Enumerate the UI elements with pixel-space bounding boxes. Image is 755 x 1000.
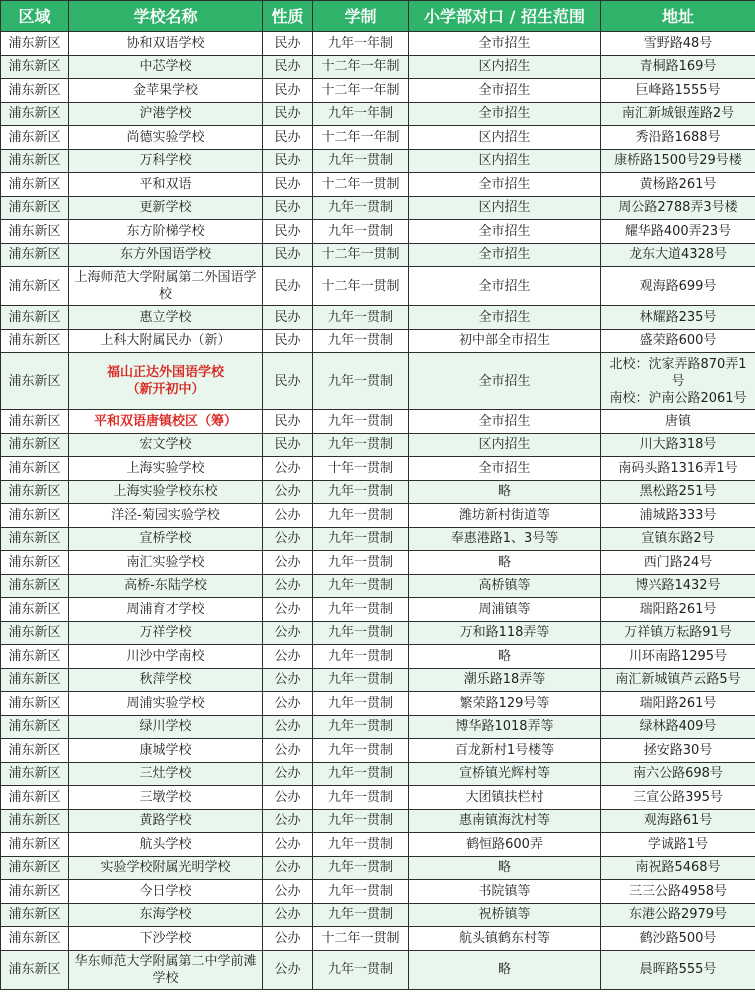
cell-region: 浦东新区 xyxy=(1,457,69,481)
cell-scope: 祝桥镇等 xyxy=(409,903,601,927)
cell-type: 公办 xyxy=(263,762,313,786)
cell-scope: 潍坊新村街道等 xyxy=(409,504,601,528)
cell-address: 南六公路698号 xyxy=(601,762,755,786)
cell-scope: 全市招生 xyxy=(409,243,601,267)
cell-address: 秀沿路1688号 xyxy=(601,126,755,150)
cell-scope: 航头镇鹤东村等 xyxy=(409,927,601,951)
table-row xyxy=(1,809,755,833)
cell-region: 浦东新区 xyxy=(1,126,69,150)
table-row xyxy=(1,598,755,622)
cell-address: 观海路61号 xyxy=(601,809,755,833)
table-row xyxy=(1,126,755,150)
cell-address: 南祝路5468号 xyxy=(601,856,755,880)
cell-region: 浦东新区 xyxy=(1,220,69,244)
cell-scope: 万和路118弄等 xyxy=(409,621,601,645)
cell-region: 浦东新区 xyxy=(1,715,69,739)
cell-school: 沪港学校 xyxy=(69,102,263,126)
table-row xyxy=(1,410,755,434)
table-row xyxy=(1,856,755,880)
header-type: 性质 xyxy=(263,1,313,32)
cell-system: 九年一贯制 xyxy=(313,410,409,434)
cell-type: 民办 xyxy=(263,329,313,353)
cell-type: 公办 xyxy=(263,833,313,857)
cell-type: 公办 xyxy=(263,809,313,833)
cell-address: 三三公路4958号 xyxy=(601,880,755,904)
cell-school: 东方外国语学校 xyxy=(69,243,263,267)
table-row xyxy=(1,329,755,353)
cell-type: 民办 xyxy=(263,149,313,173)
cell-school: 今日学校 xyxy=(69,880,263,904)
table-row xyxy=(1,903,755,927)
table-row xyxy=(1,762,755,786)
cell-region: 浦东新区 xyxy=(1,786,69,810)
cell-school: 惠立学校 xyxy=(69,306,263,330)
cell-scope: 略 xyxy=(409,950,601,989)
cell-system: 九年一贯制 xyxy=(313,433,409,457)
cell-address: 学诚路1号 xyxy=(601,833,755,857)
cell-scope: 高桥镇等 xyxy=(409,574,601,598)
table-row xyxy=(1,527,755,551)
cell-system: 九年一贯制 xyxy=(313,715,409,739)
table-row xyxy=(1,880,755,904)
cell-type: 民办 xyxy=(263,32,313,56)
cell-type: 公办 xyxy=(263,574,313,598)
cell-region: 浦东新区 xyxy=(1,410,69,434)
cell-scope: 区内招生 xyxy=(409,196,601,220)
cell-region: 浦东新区 xyxy=(1,762,69,786)
cell-school: 康城学校 xyxy=(69,739,263,763)
cell-system: 九年一贯制 xyxy=(313,880,409,904)
cell-scope: 略 xyxy=(409,551,601,575)
cell-system: 九年一年制 xyxy=(313,32,409,56)
header-school: 学校名称 xyxy=(69,1,263,32)
cell-region: 浦东新区 xyxy=(1,32,69,56)
cell-type: 公办 xyxy=(263,880,313,904)
cell-address: 浦城路333号 xyxy=(601,504,755,528)
cell-scope: 全市招生 xyxy=(409,220,601,244)
cell-scope: 全市招生 xyxy=(409,102,601,126)
cell-type: 公办 xyxy=(263,457,313,481)
cell-school: 东方阶梯学校 xyxy=(69,220,263,244)
cell-address: 宣镇东路2号 xyxy=(601,527,755,551)
cell-address: 南汇新城镇芦云路5号 xyxy=(601,668,755,692)
table-row xyxy=(1,927,755,951)
cell-type: 民办 xyxy=(263,196,313,220)
cell-region: 浦东新区 xyxy=(1,551,69,575)
cell-system: 九年一贯制 xyxy=(313,809,409,833)
cell-address: 绿林路409号 xyxy=(601,715,755,739)
cell-region: 浦东新区 xyxy=(1,927,69,951)
header-scope: 小学部对口 / 招生范围 xyxy=(409,1,601,32)
cell-system: 九年一贯制 xyxy=(313,762,409,786)
cell-region: 浦东新区 xyxy=(1,243,69,267)
table-row xyxy=(1,220,755,244)
cell-address: 瑞阳路261号 xyxy=(601,692,755,716)
cell-address: 南码头路1316弄1号 xyxy=(601,457,755,481)
cell-address: 雪野路48号 xyxy=(601,32,755,56)
cell-region: 浦东新区 xyxy=(1,480,69,504)
cell-type: 公办 xyxy=(263,621,313,645)
cell-type: 民办 xyxy=(263,102,313,126)
cell-system: 十二年一贯制 xyxy=(313,243,409,267)
cell-system: 十二年一贯制 xyxy=(313,267,409,306)
cell-school: 宏文学校 xyxy=(69,433,263,457)
cell-scope: 略 xyxy=(409,645,601,669)
cell-system: 九年一贯制 xyxy=(313,196,409,220)
cell-school: 实验学校附属光明学校 xyxy=(69,856,263,880)
cell-region: 浦东新区 xyxy=(1,527,69,551)
cell-school: 福山正达外国语学校 （新开初中） xyxy=(69,353,263,410)
cell-address: 青桐路169号 xyxy=(601,55,755,79)
cell-scope: 全市招生 xyxy=(409,457,601,481)
cell-system: 九年一贯制 xyxy=(313,220,409,244)
cell-system: 九年一贯制 xyxy=(313,903,409,927)
cell-school: 周浦实验学校 xyxy=(69,692,263,716)
cell-scope: 略 xyxy=(409,856,601,880)
cell-scope: 周浦镇等 xyxy=(409,598,601,622)
cell-school: 协和双语学校 xyxy=(69,32,263,56)
cell-school: 更新学校 xyxy=(69,196,263,220)
table-row xyxy=(1,55,755,79)
cell-region: 浦东新区 xyxy=(1,739,69,763)
table-row xyxy=(1,574,755,598)
cell-region: 浦东新区 xyxy=(1,149,69,173)
cell-type: 民办 xyxy=(263,126,313,150)
cell-school: 万祥学校 xyxy=(69,621,263,645)
cell-system: 九年一贯制 xyxy=(313,527,409,551)
cell-region: 浦东新区 xyxy=(1,809,69,833)
cell-type: 公办 xyxy=(263,903,313,927)
table-row xyxy=(1,267,755,306)
cell-system: 九年一贯制 xyxy=(313,329,409,353)
cell-school: 高桥-东陆学校 xyxy=(69,574,263,598)
cell-region: 浦东新区 xyxy=(1,173,69,197)
header-region: 区域 xyxy=(1,1,69,32)
cell-system: 十二年一年制 xyxy=(313,126,409,150)
cell-region: 浦东新区 xyxy=(1,329,69,353)
table-row xyxy=(1,786,755,810)
table-row xyxy=(1,457,755,481)
cell-school: 秋萍学校 xyxy=(69,668,263,692)
table-row xyxy=(1,32,755,56)
cell-scope: 全市招生 xyxy=(409,267,601,306)
cell-region: 浦东新区 xyxy=(1,306,69,330)
cell-system: 九年一贯制 xyxy=(313,833,409,857)
cell-system: 十二年一年制 xyxy=(313,55,409,79)
cell-address: 川大路318号 xyxy=(601,433,755,457)
cell-type: 公办 xyxy=(263,668,313,692)
cell-address: 东港公路2979号 xyxy=(601,903,755,927)
cell-school: 下沙学校 xyxy=(69,927,263,951)
table-row xyxy=(1,551,755,575)
cell-address: 南汇新城银莲路2号 xyxy=(601,102,755,126)
cell-address: 盛荣路600号 xyxy=(601,329,755,353)
cell-region: 浦东新区 xyxy=(1,267,69,306)
cell-system: 九年一贯制 xyxy=(313,504,409,528)
cell-type: 公办 xyxy=(263,645,313,669)
cell-system: 十年一贯制 xyxy=(313,457,409,481)
table-row xyxy=(1,715,755,739)
cell-school: 东海学校 xyxy=(69,903,263,927)
cell-scope: 初中部全市招生 xyxy=(409,329,601,353)
cell-system: 十二年一贯制 xyxy=(313,173,409,197)
table-row xyxy=(1,79,755,103)
cell-system: 九年一贯制 xyxy=(313,786,409,810)
table-row xyxy=(1,950,755,989)
cell-system: 九年一贯制 xyxy=(313,353,409,410)
cell-scope: 大团镇扶栏村 xyxy=(409,786,601,810)
cell-type: 民办 xyxy=(263,79,313,103)
cell-school: 华东师范大学附属第二中学前滩学校 xyxy=(69,950,263,989)
table-row xyxy=(1,504,755,528)
cell-type: 民办 xyxy=(263,353,313,410)
cell-system: 九年一贯制 xyxy=(313,574,409,598)
cell-address: 拯安路30号 xyxy=(601,739,755,763)
cell-school: 平和双语唐镇校区（筹） xyxy=(69,410,263,434)
cell-system: 九年一贯制 xyxy=(313,621,409,645)
table-row xyxy=(1,645,755,669)
cell-scope: 奉惠港路1、3号等 xyxy=(409,527,601,551)
cell-scope: 宣桥镇光辉村等 xyxy=(409,762,601,786)
table-row xyxy=(1,306,755,330)
cell-region: 浦东新区 xyxy=(1,880,69,904)
cell-address: 川环南路1295号 xyxy=(601,645,755,669)
cell-scope: 惠南镇海沈村等 xyxy=(409,809,601,833)
table-row xyxy=(1,173,755,197)
cell-type: 民办 xyxy=(263,267,313,306)
cell-system: 九年一贯制 xyxy=(313,856,409,880)
cell-region: 浦东新区 xyxy=(1,504,69,528)
cell-region: 浦东新区 xyxy=(1,950,69,989)
cell-system: 十二年一贯制 xyxy=(313,927,409,951)
table-row xyxy=(1,353,755,410)
cell-system: 九年一贯制 xyxy=(313,306,409,330)
cell-type: 公办 xyxy=(263,739,313,763)
table-row xyxy=(1,196,755,220)
cell-school: 周浦育才学校 xyxy=(69,598,263,622)
cell-scope: 全市招生 xyxy=(409,306,601,330)
cell-address: 三宣公路395号 xyxy=(601,786,755,810)
cell-scope: 博华路1018弄等 xyxy=(409,715,601,739)
cell-scope: 全市招生 xyxy=(409,173,601,197)
cell-scope: 区内招生 xyxy=(409,433,601,457)
cell-school: 南汇实验学校 xyxy=(69,551,263,575)
table-row xyxy=(1,621,755,645)
table-row xyxy=(1,243,755,267)
cell-region: 浦东新区 xyxy=(1,79,69,103)
cell-type: 民办 xyxy=(263,243,313,267)
cell-type: 公办 xyxy=(263,856,313,880)
cell-address: 西门路24号 xyxy=(601,551,755,575)
table-row xyxy=(1,739,755,763)
cell-address: 唐镇 xyxy=(601,410,755,434)
cell-school: 平和双语 xyxy=(69,173,263,197)
cell-region: 浦东新区 xyxy=(1,55,69,79)
cell-scope: 全市招生 xyxy=(409,410,601,434)
table-row xyxy=(1,102,755,126)
cell-address: 耀华路400弄23号 xyxy=(601,220,755,244)
cell-system: 九年一贯制 xyxy=(313,149,409,173)
cell-region: 浦东新区 xyxy=(1,668,69,692)
cell-region: 浦东新区 xyxy=(1,598,69,622)
cell-scope: 书院镇等 xyxy=(409,880,601,904)
cell-address: 黑松路251号 xyxy=(601,480,755,504)
cell-scope: 全市招生 xyxy=(409,32,601,56)
cell-system: 九年一贯制 xyxy=(313,480,409,504)
cell-region: 浦东新区 xyxy=(1,903,69,927)
cell-school: 上海实验学校 xyxy=(69,457,263,481)
table-body xyxy=(1,32,755,990)
table-row xyxy=(1,833,755,857)
cell-address: 观海路699号 xyxy=(601,267,755,306)
cell-region: 浦东新区 xyxy=(1,856,69,880)
cell-type: 公办 xyxy=(263,715,313,739)
cell-address: 博兴路1432号 xyxy=(601,574,755,598)
cell-school: 绿川学校 xyxy=(69,715,263,739)
cell-address: 瑞阳路261号 xyxy=(601,598,755,622)
cell-address: 龙东大道4328号 xyxy=(601,243,755,267)
cell-system: 九年一贯制 xyxy=(313,692,409,716)
cell-scope: 全市招生 xyxy=(409,353,601,410)
table-row xyxy=(1,433,755,457)
cell-scope: 鹤恒路600弄 xyxy=(409,833,601,857)
cell-school: 上科大附属民办（新） xyxy=(69,329,263,353)
cell-scope: 区内招生 xyxy=(409,126,601,150)
cell-type: 公办 xyxy=(263,786,313,810)
cell-address: 康桥路1500号29号楼 xyxy=(601,149,755,173)
cell-type: 民办 xyxy=(263,410,313,434)
cell-school: 黄路学校 xyxy=(69,809,263,833)
cell-school: 洋泾-菊园实验学校 xyxy=(69,504,263,528)
cell-type: 公办 xyxy=(263,692,313,716)
cell-region: 浦东新区 xyxy=(1,833,69,857)
table-row xyxy=(1,668,755,692)
cell-address: 北校：沈家弄路870弄1号 南校：沪南公路2061号 xyxy=(601,353,755,410)
cell-region: 浦东新区 xyxy=(1,692,69,716)
cell-scope: 区内招生 xyxy=(409,149,601,173)
cell-scope: 全市招生 xyxy=(409,79,601,103)
cell-type: 公办 xyxy=(263,527,313,551)
header-system: 学制 xyxy=(313,1,409,32)
cell-scope: 区内招生 xyxy=(409,55,601,79)
cell-region: 浦东新区 xyxy=(1,645,69,669)
cell-type: 公办 xyxy=(263,480,313,504)
cell-address: 周公路2788弄3号楼 xyxy=(601,196,755,220)
table-row xyxy=(1,149,755,173)
cell-region: 浦东新区 xyxy=(1,102,69,126)
cell-address: 黄杨路261号 xyxy=(601,173,755,197)
cell-system: 九年一贯制 xyxy=(313,950,409,989)
cell-school: 上海师范大学附属第二外国语学校 xyxy=(69,267,263,306)
cell-region: 浦东新区 xyxy=(1,574,69,598)
cell-system: 九年一贯制 xyxy=(313,598,409,622)
cell-region: 浦东新区 xyxy=(1,621,69,645)
cell-scope: 百龙新村1号楼等 xyxy=(409,739,601,763)
cell-system: 九年一贯制 xyxy=(313,645,409,669)
cell-type: 民办 xyxy=(263,173,313,197)
cell-address: 鹤沙路500号 xyxy=(601,927,755,951)
cell-address: 晨晖路555号 xyxy=(601,950,755,989)
cell-school: 尚德实验学校 xyxy=(69,126,263,150)
cell-address: 巨峰路1555号 xyxy=(601,79,755,103)
cell-system: 九年一贯制 xyxy=(313,668,409,692)
cell-school: 金苹果学校 xyxy=(69,79,263,103)
cell-school: 航头学校 xyxy=(69,833,263,857)
cell-school: 川沙中学南校 xyxy=(69,645,263,669)
cell-system: 九年一贯制 xyxy=(313,739,409,763)
cell-region: 浦东新区 xyxy=(1,353,69,410)
cell-address: 林耀路235号 xyxy=(601,306,755,330)
table-row xyxy=(1,480,755,504)
table-header-row xyxy=(1,1,755,32)
cell-school: 三墩学校 xyxy=(69,786,263,810)
cell-scope: 略 xyxy=(409,480,601,504)
cell-type: 公办 xyxy=(263,504,313,528)
cell-system: 十二年一年制 xyxy=(313,79,409,103)
cell-type: 公办 xyxy=(263,598,313,622)
cell-school: 中芯学校 xyxy=(69,55,263,79)
cell-school: 三灶学校 xyxy=(69,762,263,786)
cell-scope: 繁荣路129号等 xyxy=(409,692,601,716)
cell-type: 民办 xyxy=(263,433,313,457)
header-address: 地址 xyxy=(601,1,755,32)
cell-type: 公办 xyxy=(263,950,313,989)
cell-school: 上海实验学校东校 xyxy=(69,480,263,504)
cell-type: 民办 xyxy=(263,306,313,330)
cell-school: 万科学校 xyxy=(69,149,263,173)
cell-type: 民办 xyxy=(263,220,313,244)
cell-type: 公办 xyxy=(263,927,313,951)
cell-system: 九年一年制 xyxy=(313,102,409,126)
cell-address: 万祥镇万耘路91号 xyxy=(601,621,755,645)
cell-scope: 潮乐路18弄等 xyxy=(409,668,601,692)
cell-school: 宣桥学校 xyxy=(69,527,263,551)
cell-type: 民办 xyxy=(263,55,313,79)
cell-region: 浦东新区 xyxy=(1,433,69,457)
cell-type: 公办 xyxy=(263,551,313,575)
cell-region: 浦东新区 xyxy=(1,196,69,220)
cell-system: 九年一贯制 xyxy=(313,551,409,575)
table-row xyxy=(1,692,755,716)
